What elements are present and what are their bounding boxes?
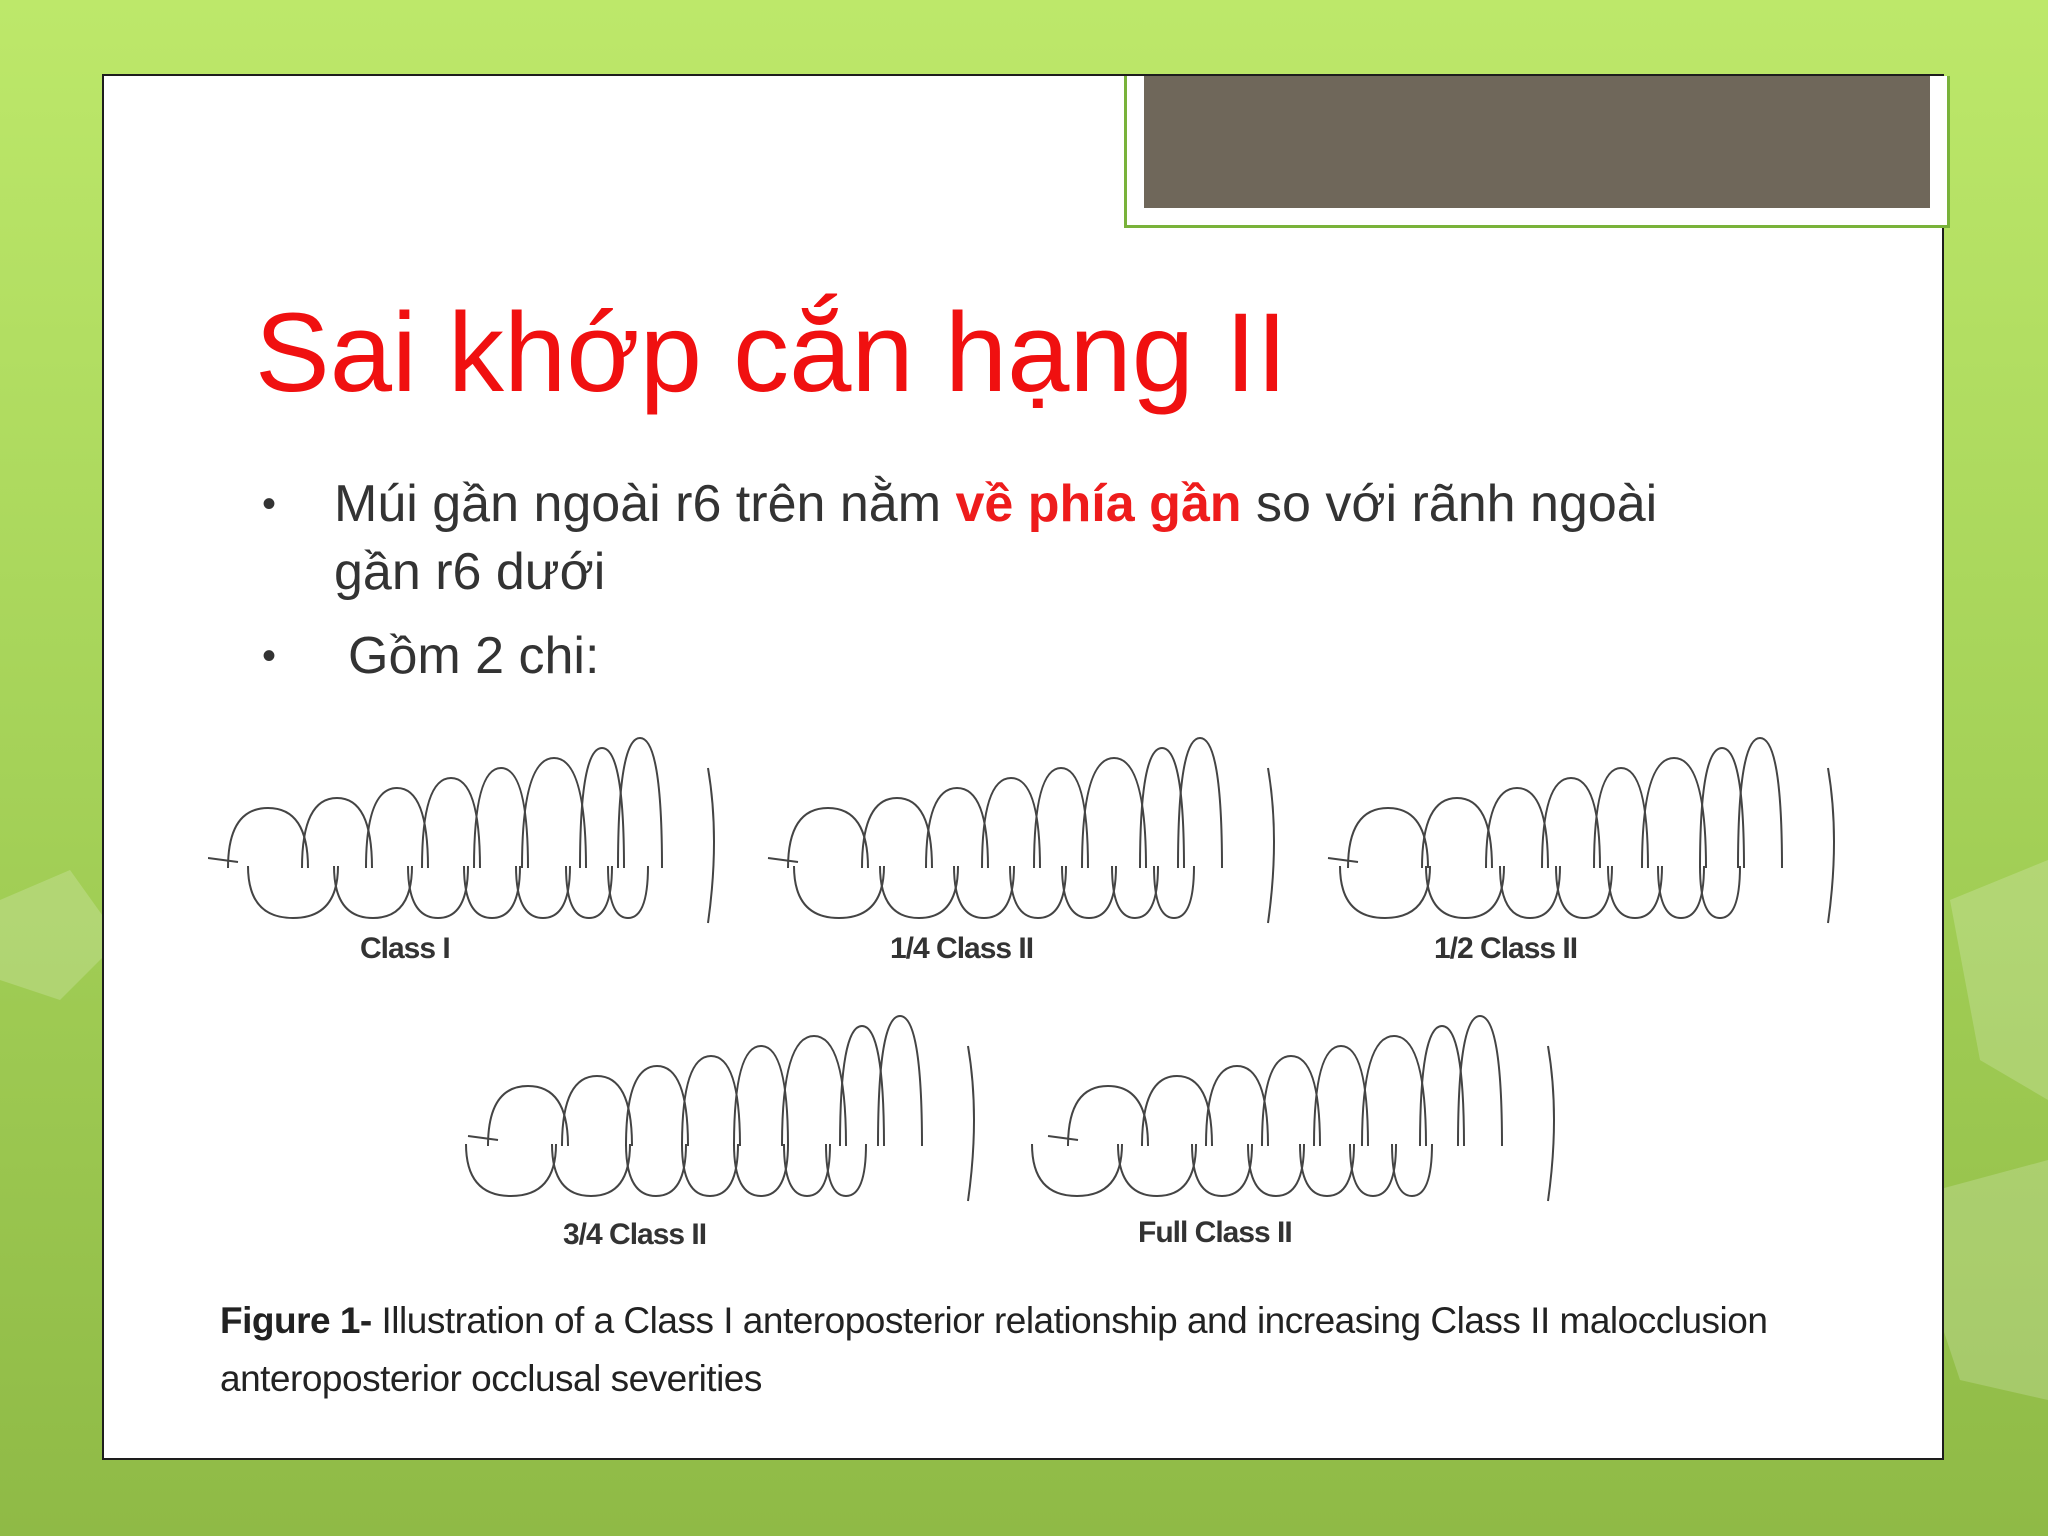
bullet-text-before: Múi gần ngoài r6 trên nằm <box>334 475 956 533</box>
bullet-marker: • <box>262 482 277 526</box>
slide-title: Sai khớp cắn hạng II <box>255 290 1288 415</box>
bullet-marker: • <box>262 634 277 678</box>
bullet-item <box>262 470 1682 606</box>
bullet-list <box>262 470 1682 706</box>
label-full-class-ii: Full Class II <box>1138 1216 1292 1249</box>
dental-arch-drawing <box>768 738 1274 923</box>
caption-text: Illustration of a Class I anteroposterior relationship and increasing Class II malocclusion anteroposterior occlusal severities <box>220 1300 1768 1399</box>
label-half-class-ii: 1/2 Class II <box>1434 932 1578 965</box>
bullet-text: Gồm 2 chi: <box>348 627 600 685</box>
teeth-illustrations <box>208 718 1856 1278</box>
dental-arch-drawing <box>1032 1016 1554 1201</box>
label-three-quarter-class-ii: 3/4 Class II <box>563 1218 707 1251</box>
figure-caption <box>220 1292 1860 1408</box>
dental-arch-drawing <box>466 1016 974 1201</box>
dental-arch-drawing <box>208 738 714 923</box>
bullet-highlight: về phía gần <box>955 475 1242 533</box>
bullet-item <box>262 622 1682 690</box>
caption-bold: Figure 1- <box>220 1300 372 1341</box>
label-class-i: Class I <box>360 932 450 965</box>
dental-arch-drawing <box>1328 738 1834 923</box>
bullet-text <box>334 470 1682 606</box>
class-ii-figure <box>208 718 1856 1410</box>
label-quarter-class-ii: 1/4 Class II <box>890 932 1034 965</box>
bullet-text-after: so với rãnh ngoài gần r6 dưới <box>334 475 1658 601</box>
header-tab <box>1144 76 1930 208</box>
